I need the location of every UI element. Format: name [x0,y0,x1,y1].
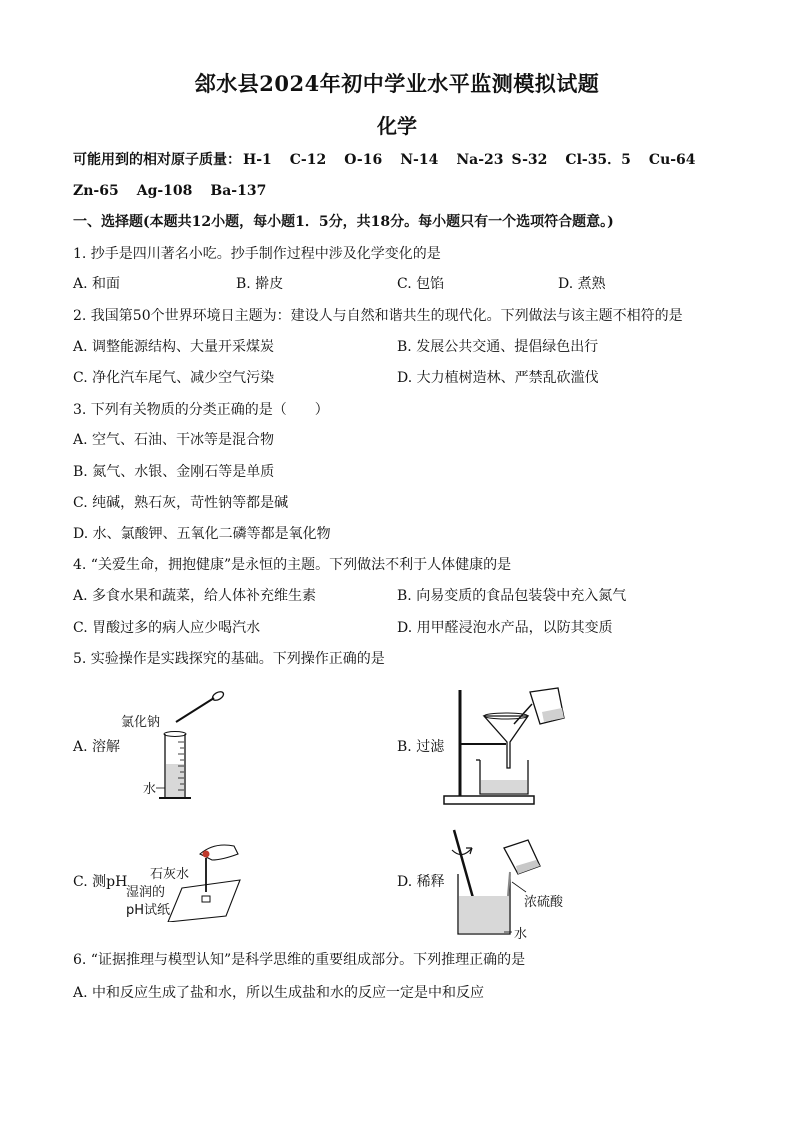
dissolving-figure [118,688,230,806]
funnel [484,716,528,768]
q3-option-b[interactable]: B. 氮气、水银、金刚石等是单质 [73,464,275,480]
q3-option-a[interactable]: A. 空气、石油、干冰等是混合物 [73,432,275,448]
q1-option-b[interactable]: B. 擀皮 [236,276,284,292]
dropper-bulb [203,851,210,858]
q4-option-b[interactable]: B. 向易变质的食品包装袋中充入氮气 [397,588,627,604]
q4-option-a[interactable]: A. 多食水果和蔬菜，给人体补充维生素 [73,588,317,604]
q4-stem: 4. “关爱生命，拥抱健康”是永恒的主题。下列做法不利于人体健康的是 [73,557,512,573]
water-label: 水 [143,782,157,797]
q3-option-c[interactable]: C. 纯碱，熟石灰，苛性钠等都是碱 [73,495,289,511]
atomic-masses-row1: 可能用到的相对原子质量： H-1 C-12 O-16 N-14 Na-23 S-32 Cl-35．5 Cu-64 [73,152,696,168]
q2-option-d[interactable]: D. 大力植树造林、严禁乱砍滥伐 [397,370,599,386]
q4-option-c[interactable]: C. 胃酸过多的病人应少喝汽水 [73,620,261,636]
stand-base [444,796,534,804]
q5-stem: 5. 实验操作是实践探究的基础。下列操作正确的是 [73,651,385,667]
glass-rod [514,704,532,724]
exam-subject: 化学 [377,114,417,138]
dilution-figure [448,826,578,942]
q6-stem: 6. “证据推理与模型认知”是科学思维的重要组成部分。下列推理正确的是 [73,952,526,968]
conc-acid-label: 浓硫酸 [524,895,564,910]
q1-option-c[interactable]: C. 包馅 [397,276,445,292]
q2-option-a[interactable]: A. 调整能源结构、大量开采煤炭 [73,339,275,355]
q2-option-c[interactable]: C. 净化汽车尾气、减少空气污染 [73,370,275,386]
q1-option-a[interactable]: A. 和面 [73,276,121,292]
atomic-masses-label: 可能用到的相对原子质量： [73,152,241,168]
rotate-arrow-icon [452,848,472,855]
ph-paper-label: pH试纸 [126,903,171,918]
sodium-chloride-label: 氯化钠 [121,715,161,730]
cylinder-water [166,764,184,797]
spoon-bowl [211,690,225,702]
q5-option-a[interactable]: A. 溶解 [73,739,121,755]
section-heading: 一、选择题(本题共12小题，每小题1．5分，共18分。每小题只有一个选项符合题意。) [73,214,614,230]
q1-stem: 1. 抄手是四川著名小吃。抄手制作过程中涉及化学变化的是 [73,246,441,262]
q5-option-d[interactable]: D. 稀释 [397,874,445,890]
q2-stem: 2. 我国第50个世界环境日主题为：建设人与自然和谐共生的现代化。下列做法与该主题不相符的是 [73,308,683,324]
ph-test-figure [122,840,248,922]
exam-title: 郐水县2024年初中学业水平监测模拟试题 [194,71,600,96]
q3-option-d[interactable]: D. 水、氯酸钾、五氧化二磷等都是氧化物 [73,526,331,542]
q3-stem: 3. 下列有关物质的分类正确的是（ ） [73,402,329,418]
ph-paper-surface [168,880,240,922]
q1-option-d[interactable]: D. 煮熟 [558,276,606,292]
spoon-handle [176,698,214,722]
q4-option-d[interactable]: D. 用甲醛浸泡水产品，以防其变质 [397,620,613,636]
q5-option-b[interactable]: B. 过滤 [397,739,445,755]
q2-option-b[interactable]: B. 发展公共交通、提倡绿色出行 [397,339,599,355]
filtration-figure [440,684,576,810]
atomic-masses-row2: Zn-65 Ag-108 Ba-137 [73,183,267,199]
q6-option-a[interactable]: A. 中和反应生成了盐和水，所以生成盐和水的反应一定是中和反应 [73,985,485,1001]
limewater-label: 石灰水 [150,867,190,882]
wet-label: 湿润的 [126,885,166,900]
water-label-d: 水 [514,927,528,942]
q5-option-c[interactable]: C. 测pH [73,874,128,890]
